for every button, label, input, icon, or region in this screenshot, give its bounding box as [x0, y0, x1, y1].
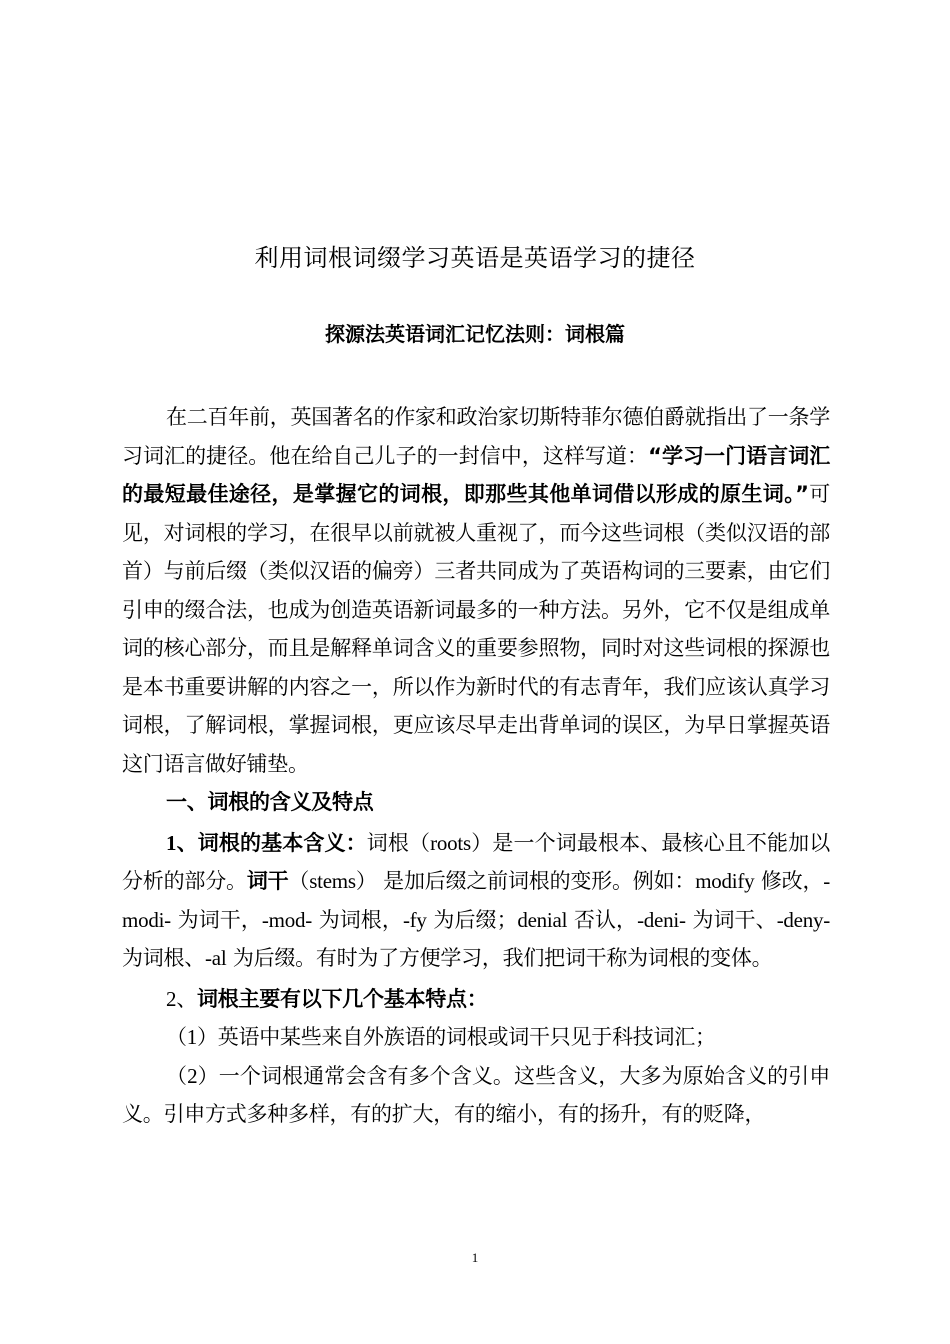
example-modi: -modi-: [122, 869, 830, 932]
definition-label: 词根的基本含义：: [197, 830, 367, 855]
example-deny: -deny-: [776, 907, 830, 932]
stems-label: 词干: [246, 869, 289, 893]
example-mod: -mod-: [261, 907, 312, 932]
feature-item-1: （1）英语中某些来自外族语的词根或词干只见于科技词汇；: [166, 1025, 716, 1049]
document-subtitle: 探源法英语词汇记忆法则：词根篇: [325, 322, 625, 346]
page-number: 1: [471, 1250, 479, 1265]
intro-paragraph: [122, 398, 830, 783]
intro-text-2: 可见，对词根的学习，在很早以前就被人重视了，而今这些词根（类似汉语的部首）与前后缀（类似汉语的偏旁）三者共同成为了英语构词的三要素，由它们引申的缀合法，也成为创造英语新词最多的一种方法。另外，它不仅是组成单词的核心部分，而且是解释单词含义的重要参照物，同时对这些词根的探源也是本书重要讲解的内容之一，所以作为新时代的有志青年，我们应该认真学习词根，了解词根，掌握词根，更应该尽早走出背单词的误区，为早日掌握英语这门语言做好铺垫。: [122, 482, 830, 776]
feature-item-2: （2）一个词根通常会含有多个含义。这些含义，大多为原始含义的引申义。引申方式多种多样，有的扩大，有的缩小，有的扬升，有的贬降，: [122, 1063, 831, 1126]
definition-paragraph: 1、词根的基本含义：词根（roots）是一个词最根本、最核心且不能加以分析的部分。词干（stems） 是加后缀之前词根的变形。例如：modify 修改，-modi- 为词干，-mod- 为词根，-fy 为后缀；denial 否认，-deni- 为词干、-deny- 为词根、-al 为后缀。有时为了方便学习，我们把词干称为词根的变体。: [122, 830, 830, 970]
document-title: 利用词根词缀学习英语是英语学习的捷径: [254, 244, 696, 272]
example-deni: -deni-: [637, 907, 686, 932]
term-roots: roots: [430, 830, 471, 855]
document-body: [122, 398, 830, 1134]
term-stems: stems: [309, 869, 356, 893]
intro-quote: “学习一门语言词汇的最短最佳途径，是掌握它的词根，即那些其他单词借以形成的原生词。”: [122, 443, 830, 506]
intro-text-1: 在二百年前，英国著名的作家和政治家切斯特菲尔德伯爵就指出了一条学习词汇的捷径。他在给自己儿子的一封信中，这样写道：: [122, 405, 830, 468]
section-heading: 一、词根的含义及特点: [166, 790, 374, 814]
features-heading: 2、词根主要有以下几个基本特点：: [166, 986, 488, 1011]
example-al: -al: [205, 946, 227, 970]
example-fy: -fy: [402, 907, 427, 932]
example-denial: denial: [517, 907, 568, 932]
definition-number: 1、: [166, 830, 198, 855]
example-modify: modify: [695, 869, 755, 893]
